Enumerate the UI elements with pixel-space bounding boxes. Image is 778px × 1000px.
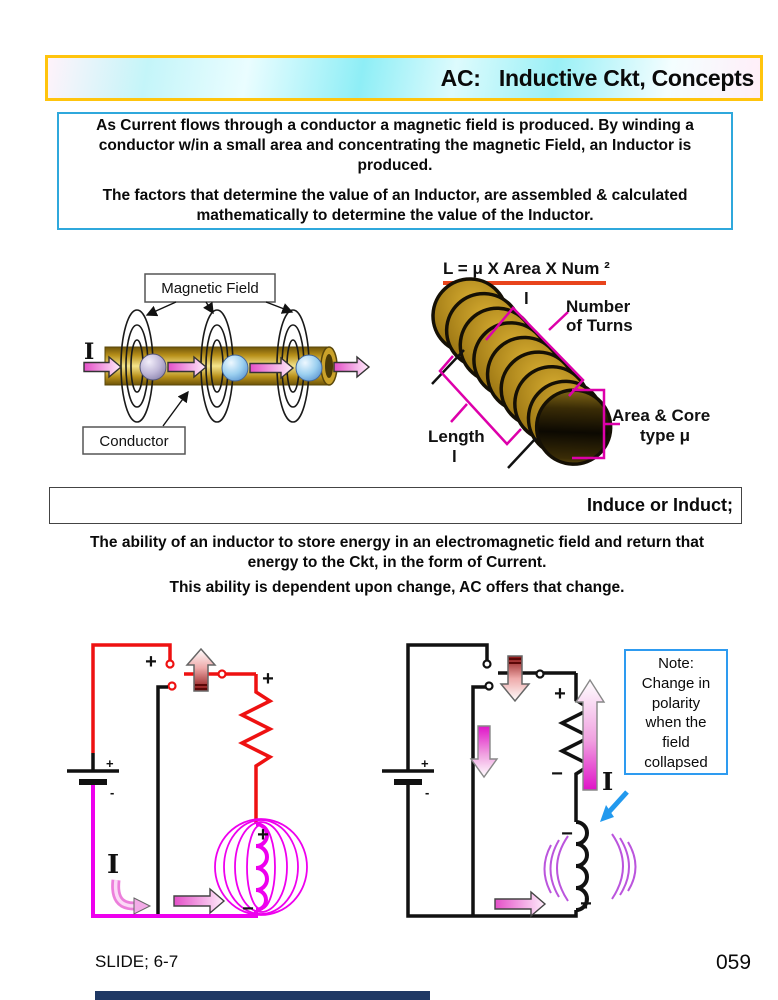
inductance-formula: L = μ X Area X Num ² <box>443 259 610 278</box>
area-core-label-2: type μ <box>640 426 691 445</box>
current-label: I <box>84 339 95 365</box>
switch-terminal <box>169 683 176 690</box>
electron-sphere <box>222 355 248 381</box>
current-label: I <box>602 767 614 796</box>
wire-black-middle <box>473 687 486 916</box>
intro-paragraph-1: As Current flows through a conductor a magnetic field is produced. By winding a conductor w/in a small area and concentrating the magnetic Field, an Inductor is produced. <box>96 116 694 174</box>
battery-minus: - <box>425 785 430 800</box>
switch-terminal <box>167 661 174 668</box>
note-line: Note: <box>658 655 694 672</box>
inductor-diagram <box>425 250 770 475</box>
coil-plus: + <box>257 824 269 846</box>
electron-sphere <box>296 355 322 381</box>
current-curve-arrowhead <box>134 898 150 914</box>
magnetic-field-label: Magnetic Field <box>161 280 259 297</box>
page-title: AC: Inductive Ckt, Concepts <box>440 64 754 91</box>
right-circuit <box>382 645 636 916</box>
resistor-plus: + <box>554 683 566 705</box>
conductor-rod <box>105 347 329 385</box>
conductor-diagram <box>60 265 420 465</box>
current-label: I <box>107 850 120 880</box>
resistor-minus: − <box>551 763 563 785</box>
left-circuit <box>67 645 307 920</box>
note-line: when the <box>645 714 707 732</box>
switch-plus: + <box>145 651 157 673</box>
note-line: collapsed <box>644 753 708 771</box>
page-number: 059 <box>716 951 752 974</box>
wire-black-bottom <box>408 782 576 916</box>
battery-minus: - <box>110 785 115 800</box>
body-paragraph-1: The ability of an inductor to store energy in an electromagnetic field and return that energy to the Ckt, in the form of Current. <box>89 534 705 571</box>
electron-sphere <box>140 354 166 380</box>
resistor-red <box>242 674 270 824</box>
note-line: Change in <box>641 674 711 692</box>
number-of-turns-label-2: of Turns <box>566 316 633 335</box>
bottom-bar <box>95 991 430 1000</box>
area-core-label: Area & Core <box>612 406 711 425</box>
note-line: field <box>662 734 690 752</box>
wire-black-middle <box>158 687 168 916</box>
body-paragraph-2: This ability is dependent upon change, AC offers that change. <box>169 579 625 596</box>
current-curve-arrow <box>116 880 134 906</box>
intro-paragraph-2: The factors that determine the value of an Inductor, are assembled & calculated mathematically to determine the value of the Inductor. <box>102 187 688 225</box>
coil-minus: − <box>242 898 254 920</box>
slide-number-label: SLIDE; 6-7 <box>95 952 179 971</box>
collapsing-field-arcs <box>545 834 636 901</box>
battery-plus: + <box>106 756 114 771</box>
coil-plus: + <box>580 893 592 915</box>
number-of-turns-label: Number <box>566 297 631 316</box>
flow-down-arrow <box>471 726 497 777</box>
length-tick-label: l <box>452 447 457 466</box>
induced-current-up-arrow <box>576 680 604 790</box>
rod-end-hole <box>325 354 333 378</box>
battery-plus: + <box>421 756 429 771</box>
induce-heading: Induce or Induct; <box>587 495 733 515</box>
switch-terminal <box>219 671 226 678</box>
note-box <box>624 649 728 775</box>
turns-tick-label: l <box>524 289 529 308</box>
intro-text-box <box>57 112 733 230</box>
conductor-label: Conductor <box>99 433 169 450</box>
title-banner <box>45 55 763 101</box>
switch-terminal <box>486 683 493 690</box>
switch-terminal <box>537 671 544 678</box>
length-label: Length <box>428 427 485 446</box>
induce-heading-box <box>49 487 742 524</box>
coil-minus: − <box>561 823 573 845</box>
resistor-plus: + <box>262 668 274 690</box>
flow-arrow-bottom <box>495 892 545 916</box>
note-line: polarity <box>651 694 701 712</box>
flow-arrow-bottom <box>174 889 224 913</box>
switch-terminal <box>484 661 491 668</box>
wire-black-top <box>408 645 487 771</box>
